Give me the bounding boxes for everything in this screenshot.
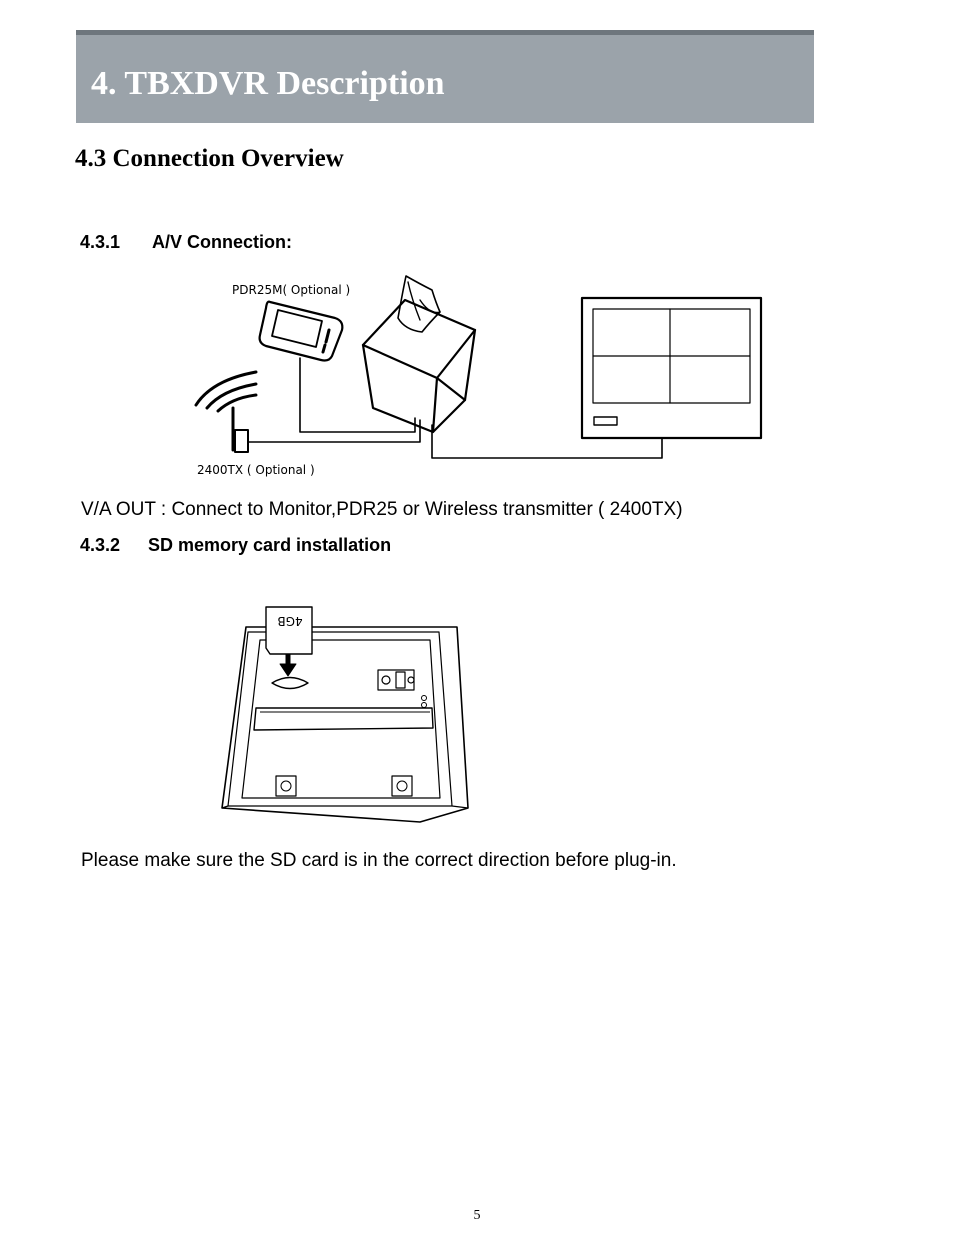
pdr25m-label: PDR25M( Optional ) [232,283,351,297]
tx2400-label: 2400TX ( Optional ) [197,463,315,477]
sd-caption: Please make sure the SD card is in the correct direction before plug-in. [81,850,677,871]
av-caption: V/A OUT : Connect to Monitor,PDR25 or Wireless transmitter ( 2400TX) [81,499,683,520]
subsection-title: SD memory card installation [148,535,392,555]
section-title: 4.3 Connection Overview [75,145,344,172]
subsection-title: A/V Connection: [152,232,292,252]
subsection-number: 4.3.1 [80,232,121,252]
subsection-number: 4.3.2 [80,535,121,555]
page-number: 5 [473,1208,481,1223]
sd-card-label: 4GB [277,614,303,628]
chapter-title: 4. TBXDVR Description [91,65,445,102]
